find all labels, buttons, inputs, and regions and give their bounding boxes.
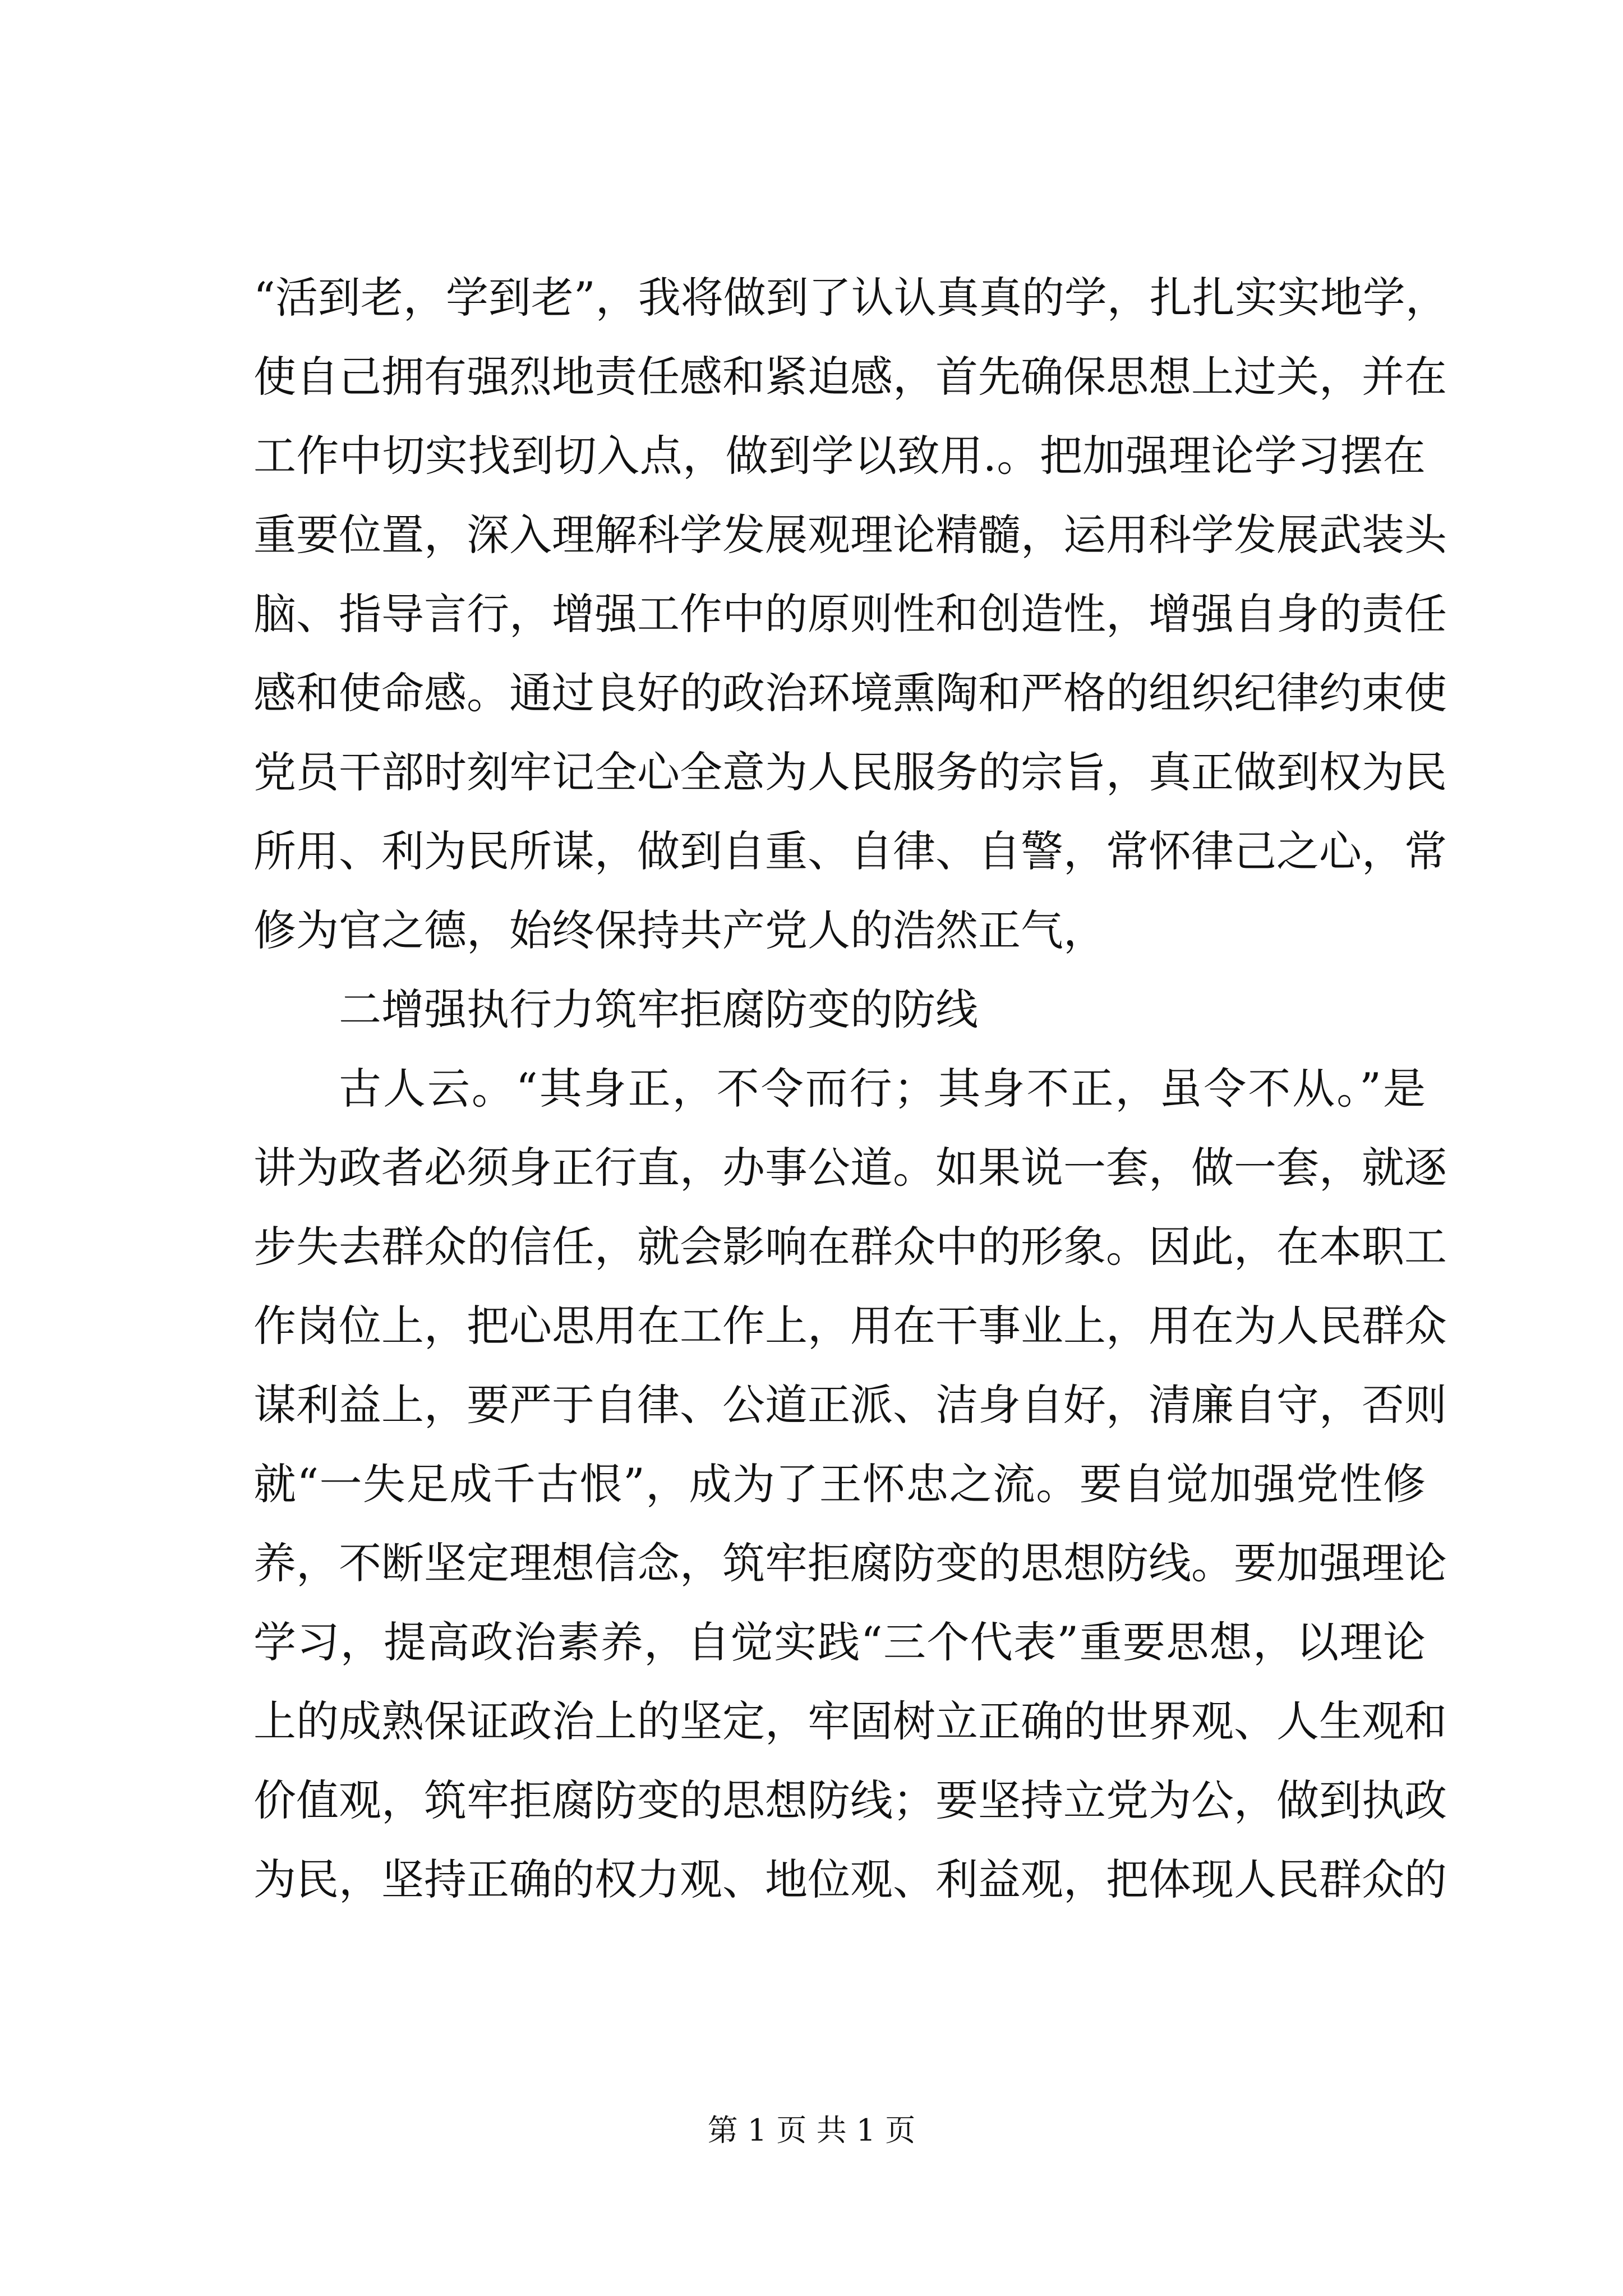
text-line: 就“一失足成千古恨”，成为了王怀忠之流。要自觉加强党性修 xyxy=(253,1459,1426,1509)
text-line: “活到老，学到老”，我将做到了认认真真的学，扎扎实实地学， xyxy=(253,273,1448,323)
text-line: 脑、指导言行，增强工作中的原则性和创造性，增强自身的责任 xyxy=(253,589,1447,639)
text-line: 为民，坚持正确的权力观、地位观、利益观，把体现人民群众的 xyxy=(253,1855,1447,1904)
text-line: 使自己拥有强烈地责任感和紧迫感，首先确保思想上过关，并在 xyxy=(253,352,1447,402)
text-line: 党员干部时刻牢记全心全意为人民服务的宗旨，真正做到权为民 xyxy=(253,747,1447,797)
text-line: 感和使命感。通过良好的政治环境熏陶和严格的组织纪律约束使 xyxy=(253,668,1447,718)
text-line: 修为官之德，始终保持共产党人的浩然正气， xyxy=(253,905,1106,955)
text-line: 学习，提高政治素养，自觉实践“三个代表”重要思想，以理论 xyxy=(253,1617,1426,1667)
text-line: 古人云。“其身正，不令而行；其身不正，虽令不从。”是 xyxy=(339,1064,1426,1114)
text-line: 谋利益上，要严于自律、公道正派、洁身自好，清廉自守，否则 xyxy=(253,1380,1447,1430)
text-line: 讲为政者必须身正行直，办事公道。如果说一套，做一套，就逐 xyxy=(253,1143,1447,1193)
text-line: 价值观，筑牢拒腐防变的思想防线；要坚持立党为公，做到执政 xyxy=(253,1775,1447,1825)
text-line: 作岗位上，把心思用在工作上，用在干事业上，用在为人民群众 xyxy=(253,1301,1447,1351)
text-line: 工作中切实找到切入点，做到学以致用.。把加强理论学习摆在 xyxy=(253,431,1426,481)
text-line: 所用、利为民所谋，做到自重、自律、自警，常怀律己之心，常 xyxy=(253,826,1447,876)
text-line: 养，不断坚定理想信念，筑牢拒腐防变的思想防线。要加强理论 xyxy=(253,1538,1447,1588)
text-line: 步失去群众的信任，就会影响在群众中的形象。因此，在本职工 xyxy=(253,1222,1447,1272)
text-line: 重要位置，深入理解科学发展观理论精髓，运用科学发展武装头 xyxy=(253,510,1447,560)
body-text xyxy=(253,258,1448,1919)
page-number-footer: 第 1 页 共 1 页 xyxy=(707,2113,916,2148)
text-line: 上的成熟保证政治上的坚定，牢固树立正确的世界观、人生观和 xyxy=(253,1696,1447,1746)
section-heading: 二增强执行力筑牢拒腐防变的防线 xyxy=(339,984,978,1034)
